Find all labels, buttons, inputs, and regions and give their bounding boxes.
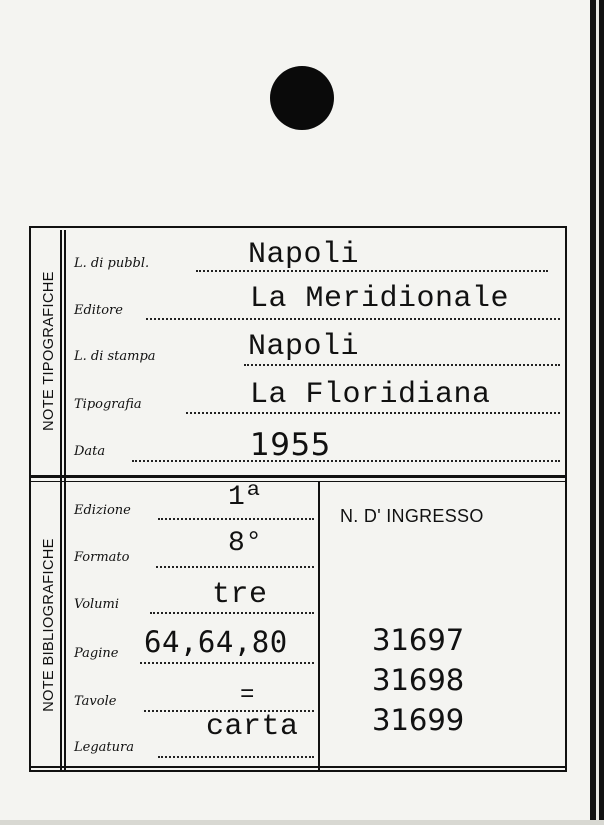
field-value-luogo-pubblicazione: Napoli [248, 238, 360, 272]
field-label-pagine: Pagine [74, 646, 119, 661]
field-value-edizione: 1ª [228, 482, 263, 513]
field-value-tipografia: La Floridiana [250, 378, 491, 412]
field-label-editore: Editore [74, 303, 123, 318]
field-line [150, 612, 314, 614]
section-label-tipografiche: NOTE TIPOGRAFICHE [41, 271, 57, 431]
field-value-formato: 8° [228, 528, 263, 559]
left-inner-rule [60, 230, 62, 770]
field-label-volumi: Volumi [74, 597, 120, 612]
field-value-editore: La Meridionale [250, 282, 510, 316]
field-value-volumi: tre [212, 578, 268, 612]
field-value-legatura: carta [206, 710, 299, 744]
field-line [158, 518, 314, 520]
field-line [244, 364, 560, 366]
scan-edge-bottom [0, 820, 604, 825]
field-label-data: Data [74, 444, 106, 459]
ingresso-number: 31699 [372, 703, 465, 737]
ingresso-divider [318, 482, 320, 770]
ingresso-header: N. D' INGRESSO [340, 506, 484, 526]
field-line [158, 756, 314, 758]
field-value-tavole: = [240, 682, 255, 709]
field-label-luogo-stampa: L. di stampa [74, 349, 156, 364]
ingresso-number: 31698 [372, 663, 465, 697]
field-line [156, 566, 314, 568]
field-line [146, 318, 560, 320]
field-label-formato: Formato [74, 550, 130, 565]
field-label-tavole: Tavole [74, 694, 117, 709]
field-line [186, 412, 560, 414]
bottom-rule [31, 766, 565, 768]
left-inner-rule-2 [64, 230, 66, 770]
field-label-luogo-pubblicazione: L. di pubbl. [74, 256, 150, 271]
section-label-bibliografiche: NOTE BIBLIOGRAFICHE [41, 538, 57, 712]
section-divider-thin [31, 481, 565, 482]
scan-edge-light [596, 0, 599, 825]
field-value-pagine: 64,64,80 [144, 625, 288, 659]
field-line [140, 662, 314, 664]
field-value-luogo-stampa: Napoli [248, 330, 360, 364]
ingresso-number: 31697 [372, 623, 465, 657]
field-line [132, 460, 560, 462]
punch-hole [270, 66, 334, 130]
field-label-edizione: Edizione [74, 503, 131, 518]
field-value-data: 1955 [250, 427, 331, 463]
section-divider [31, 475, 565, 478]
field-label-legatura: Legatura [74, 740, 134, 755]
field-label-tipografia: Tipografia [74, 397, 142, 412]
